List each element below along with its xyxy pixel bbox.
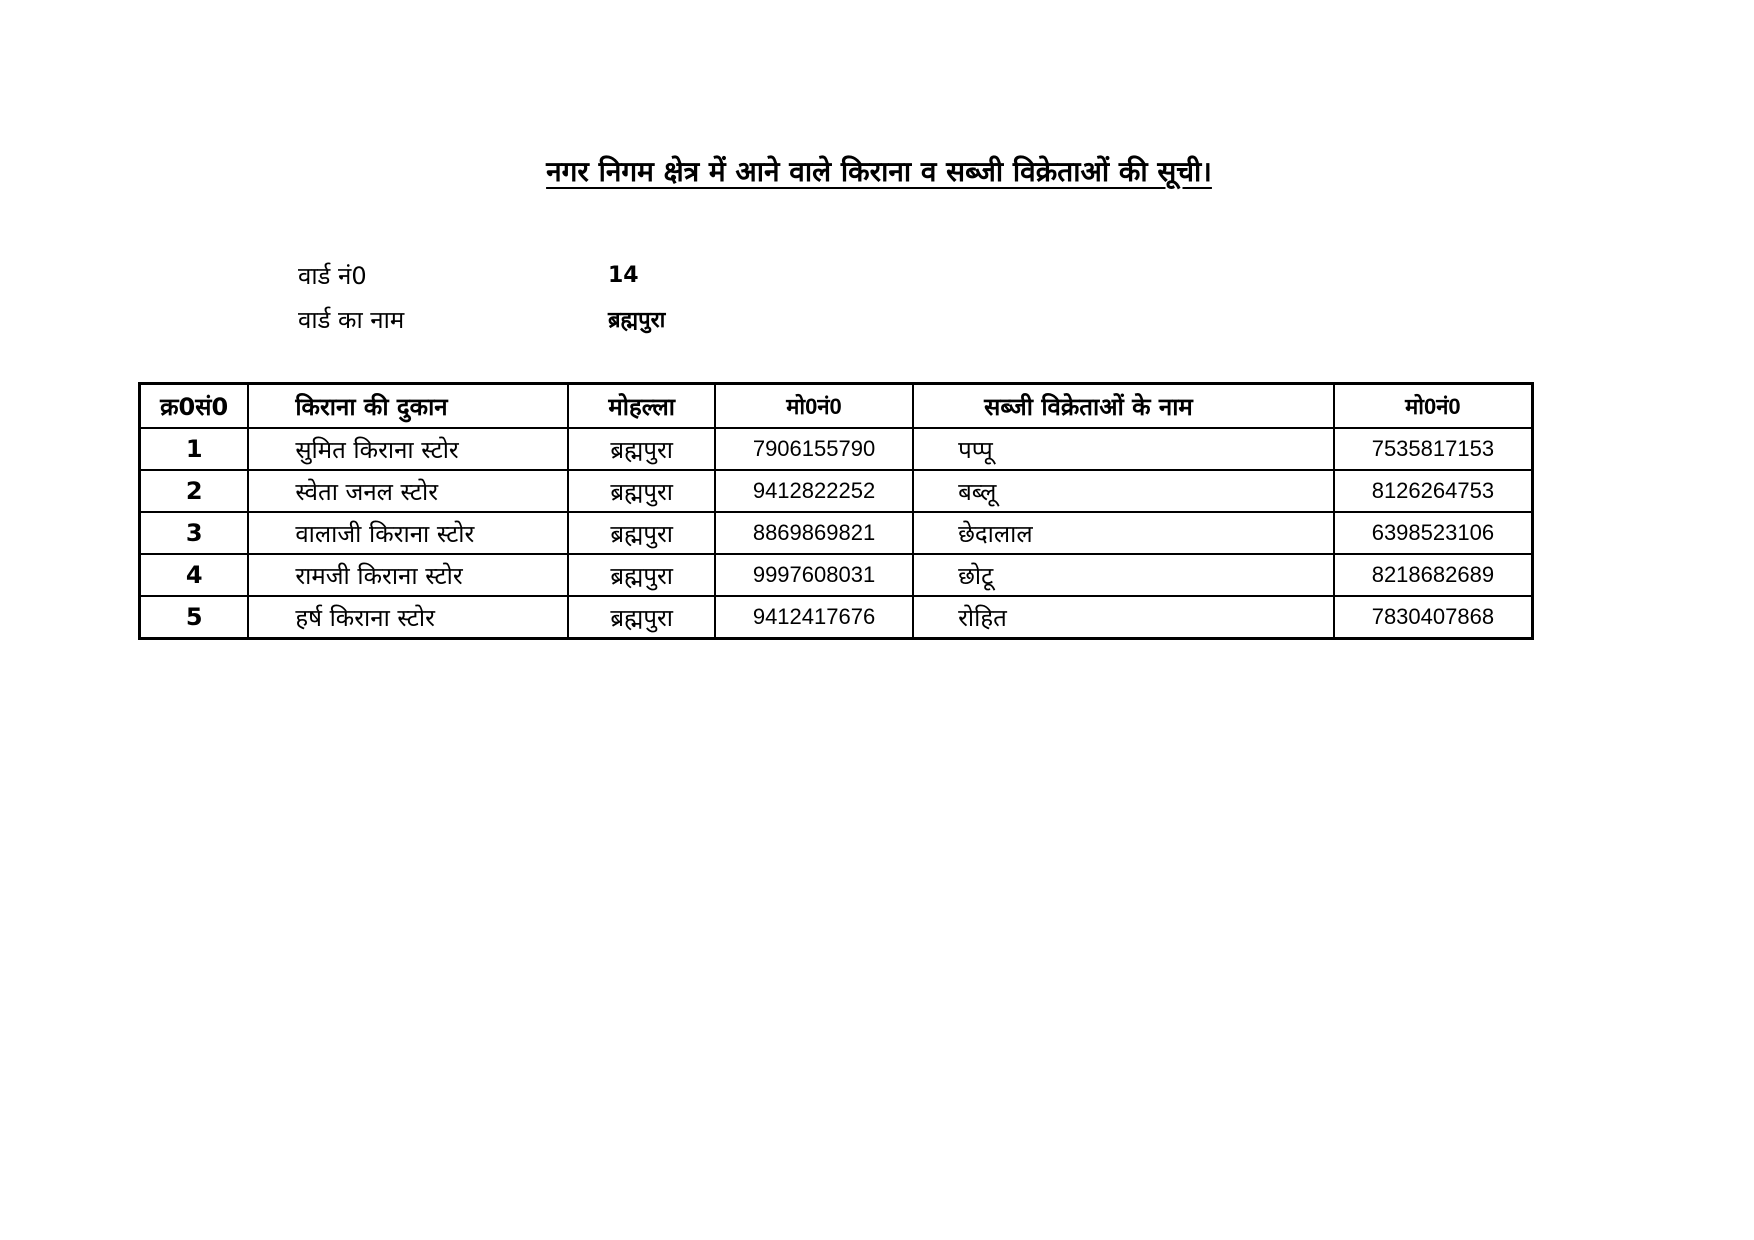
header-serial-number: क्र0सं0	[140, 384, 249, 429]
cell-serial-number: 4	[140, 554, 249, 596]
header-vendor-mobile: मो0नं0	[1334, 384, 1533, 429]
cell-locality: ब्रह्मपुरा	[568, 470, 714, 512]
table-row	[140, 596, 1533, 639]
cell-shop-mobile: 7906155790	[715, 428, 913, 470]
table-row	[140, 428, 1533, 470]
cell-serial-number: 1	[140, 428, 249, 470]
cell-vendor-name: छेदालाल	[913, 512, 1334, 554]
cell-shop-name: वालाजी किराना स्टोर	[248, 512, 568, 554]
vendors-table	[138, 382, 1534, 640]
cell-vendor-mobile: 6398523106	[1334, 512, 1533, 554]
page-title-text: नगर निगम क्षेत्र में आने वाले किराना व सब्जी विक्रेताओं की सूची।	[546, 155, 1212, 188]
header-shop-mobile: मो0नं0	[715, 384, 913, 429]
cell-vendor-mobile: 7535817153	[1334, 428, 1533, 470]
cell-shop-name: रामजी किराना स्टोर	[248, 554, 568, 596]
cell-vendor-name: पप्पू	[913, 428, 1334, 470]
cell-serial-number: 2	[140, 470, 249, 512]
header-shop-name: किराना की दुकान	[248, 384, 568, 429]
ward-number-row	[298, 253, 665, 297]
cell-vendor-mobile: 8218682689	[1334, 554, 1533, 596]
page-title	[0, 152, 1754, 192]
cell-vendor-name: छोटू	[913, 554, 1334, 596]
cell-locality: ब्रह्मपुरा	[568, 596, 714, 639]
cell-vendor-name: रोहित	[913, 596, 1334, 639]
cell-shop-name: सुमित किराना स्टोर	[248, 428, 568, 470]
cell-shop-name: हर्ष किराना स्टोर	[248, 596, 568, 639]
cell-shop-mobile: 9412417676	[715, 596, 913, 639]
ward-number-value: 14	[608, 262, 639, 288]
cell-locality: ब्रह्मपुरा	[568, 512, 714, 554]
table-row	[140, 470, 1533, 512]
ward-name-label: वार्ड का नाम	[298, 305, 405, 334]
cell-shop-mobile: 8869869821	[715, 512, 913, 554]
table-row	[140, 512, 1533, 554]
header-locality: मोहल्ला	[568, 384, 714, 429]
cell-locality: ब्रह्मपुरा	[568, 554, 714, 596]
ward-name-value: ब्रह्मपुरा	[608, 308, 666, 333]
cell-shop-mobile: 9997608031	[715, 554, 913, 596]
cell-serial-number: 5	[140, 596, 249, 639]
table-row	[140, 554, 1533, 596]
cell-shop-mobile: 9412822252	[715, 470, 913, 512]
ward-number-label: वार्ड नं0	[298, 261, 367, 290]
cell-vendor-mobile: 8126264753	[1334, 470, 1533, 512]
header-vendor-name: सब्जी विक्रेताओं के नाम	[913, 384, 1334, 429]
cell-locality: ब्रह्मपुरा	[568, 428, 714, 470]
cell-vendor-name: बब्लू	[913, 470, 1334, 512]
cell-serial-number: 3	[140, 512, 249, 554]
cell-vendor-mobile: 7830407868	[1334, 596, 1533, 639]
table-header-row	[140, 384, 1533, 429]
ward-name-row	[298, 297, 665, 341]
cell-shop-name: स्वेता जनल स्टोर	[248, 470, 568, 512]
ward-info	[298, 253, 665, 341]
